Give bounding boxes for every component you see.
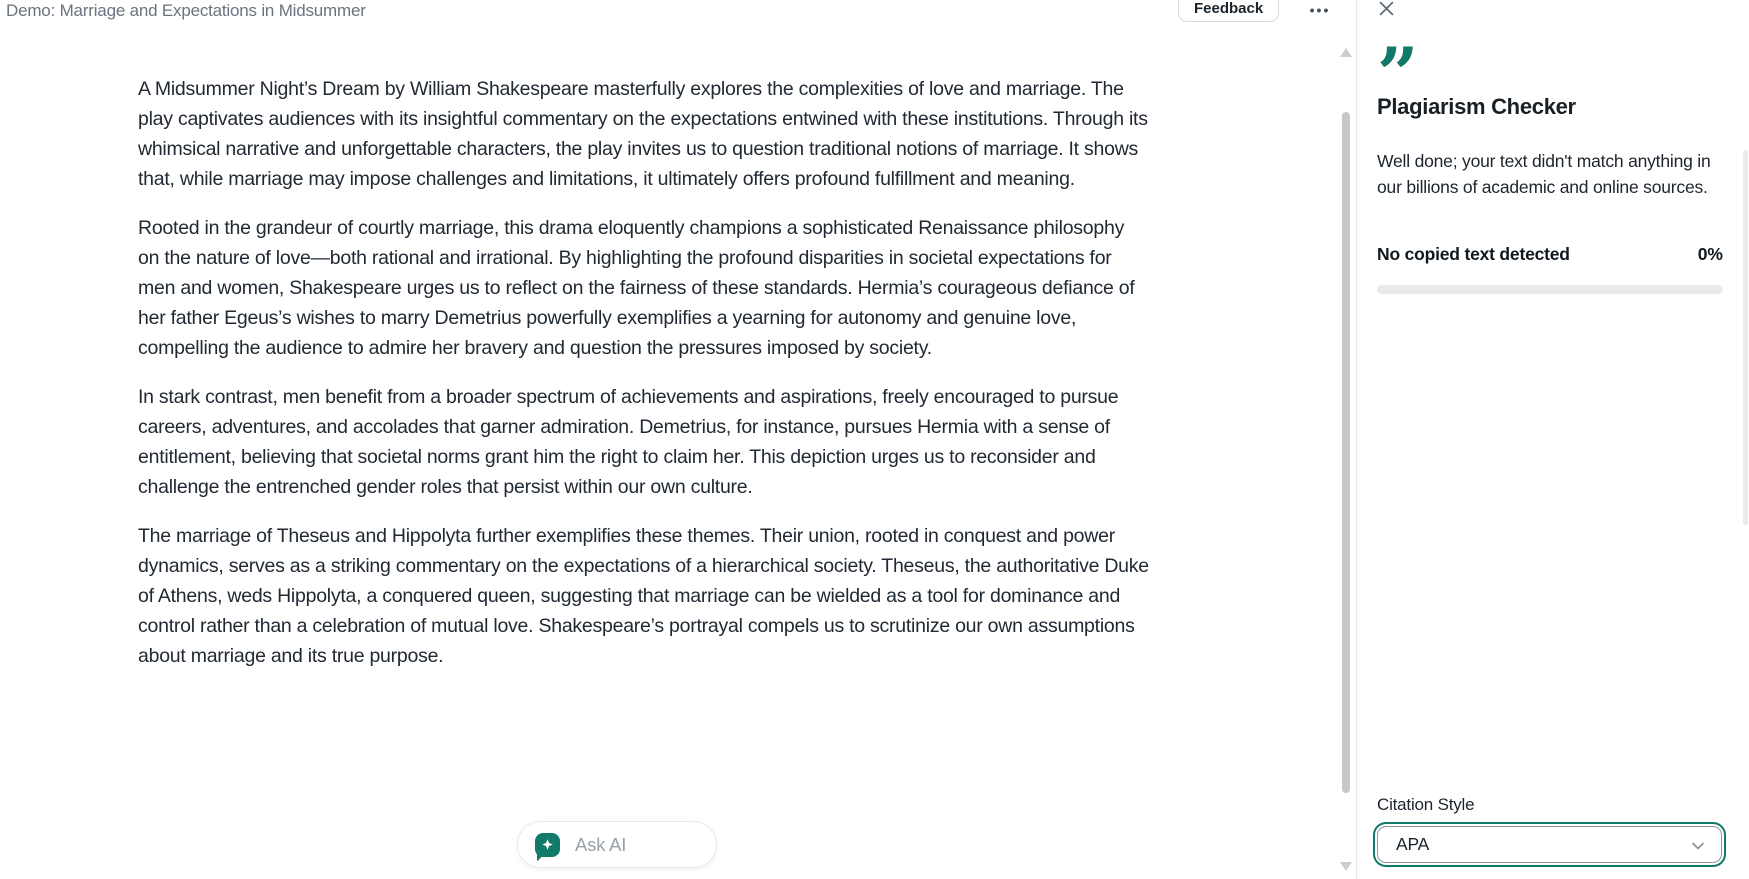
more-options-button[interactable] xyxy=(1303,1,1337,19)
plagiarism-panel-content xyxy=(1357,0,1749,294)
chevron-down-icon xyxy=(1688,836,1708,861)
document-paragraph[interactable]: The marriage of Theseus and Hippolyta further exemplifies these themes. Their union, rooted in conquest and power dynamics, serves as a striking commentary on the expectations of a hierarchical society. Theseus, the authoritative Duke of Athens, weds Hippolyta, a conquered queen, suggesting that marriage can be wielded as a tool for dominance and control rather than a celebration of mutual love. Shakespeare’s portrayal compels us to scrutinize our own assumptions about marriage and its true purpose. xyxy=(138,525,1149,667)
document-title: Demo: Marriage and Expectations in Midsummer xyxy=(6,1,366,20)
citation-style-label: Citation Style xyxy=(1377,795,1475,814)
plagiarism-panel xyxy=(1356,0,1749,879)
result-label: No copied text detected xyxy=(1377,244,1570,264)
ask-ai-sparkle-icon xyxy=(535,833,560,857)
citation-style-value: APA xyxy=(1396,834,1430,854)
document-paragraph[interactable]: In stark contrast, men benefit from a broader spectrum of achievements and aspirations, freely encouraged to pursue careers, adventures, and accolades that garner admiration. Demetrius, for instance, pursues Hermia with a sense of entitlement, believing that societal norms grant him the right to claim her. This depiction urges us to reconsider and challenge the entrenched gender roles that persist within our own culture. xyxy=(138,386,1119,498)
citation-style-dropdown[interactable] xyxy=(1377,826,1722,863)
quote-icon: ” xyxy=(1377,31,1414,116)
document-text[interactable] xyxy=(138,74,1150,690)
close-icon xyxy=(1378,0,1395,17)
feedback-button-label: Feedback xyxy=(1194,0,1264,17)
scrollbar-down-arrow-icon[interactable] xyxy=(1340,862,1352,871)
scrollbar-up-arrow-icon[interactable] xyxy=(1340,48,1352,57)
citation-style-section xyxy=(1377,795,1722,863)
document-paragraph[interactable]: Rooted in the grandeur of courtly marriage, this drama eloquently champions a sophisticated Renaissance philosophy on the nature of love—both rational and irrational. By highlighting the profound disparities in societal expectations for men and women, Shakespeare urges us to reflect on the fairness of these standards. Hermia’s courageous defiance of her father Egeus’s wishes to marry Demetrius powerfully exemplifies a yearning for autonomy and genuine love, compelling the audience to admire her bravery and question the pressures imposed by society. xyxy=(138,217,1135,359)
document-scrollbar-thumb[interactable] xyxy=(1342,112,1350,793)
plagiarism-progress-bar xyxy=(1377,285,1723,294)
panel-title: Plagiarism Checker xyxy=(1377,94,1576,119)
document-paragraph[interactable]: A Midsummer Night’s Dream by William Shakespeare masterfully explores the complexities of love and marriage. The play captivates audiences with its insightful commentary on the expectations entwined with these institutions. Through its whimsical narrative and unforgettable characters, the play invites us to question traditional notions of marriage. It shows that, while marriage may impose challenges and limitations, it ultimately offers profound fulfillment and meaning. xyxy=(138,78,1148,190)
ask-ai-button[interactable] xyxy=(517,821,717,868)
result-percentage: 0% xyxy=(1697,244,1723,264)
ask-ai-label: Ask AI xyxy=(575,833,627,855)
feedback-button[interactable] xyxy=(1178,0,1279,22)
plagiarism-result-row xyxy=(1377,244,1723,265)
close-panel-button[interactable] xyxy=(1377,0,1395,18)
ellipsis-icon: ••• xyxy=(1309,2,1331,18)
plagiarism-result-description: Well done; your text didn't match anything in our billions of academic and online sources. xyxy=(1377,151,1711,197)
sidebar-scrollbar-thumb[interactable] xyxy=(1743,150,1748,525)
